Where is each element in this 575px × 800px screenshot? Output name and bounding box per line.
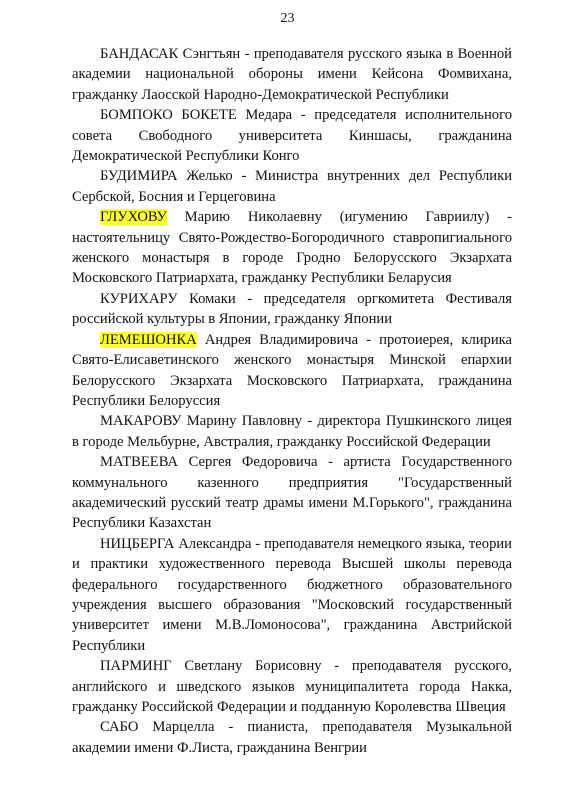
- highlighted-surname: ГЛУХОВУ: [100, 209, 167, 226]
- person-details: Светлану Борисовну - преподавателя русского, английского и шведского языков муниципалитета города Накка, гражданку Российской Федерации и подданную Королевства Швеция: [72, 658, 512, 715]
- person-details: Александра - преподавателя немецкого языка, теории и практики художественного перевода Высшей школы перевода федерального государственного бюджетного образовательного учреждения высшего образования "Московский государственный университет имени М.В.Ломоносова", гражданина Австрийской Республики: [72, 535, 512, 654]
- person-details: Марцелла - пианиста, преподавателя Музыкальной академии имени Ф.Листа, гражданина Венгрии: [72, 719, 512, 756]
- person-surname: НИЦБЕРГА: [100, 535, 175, 552]
- list-item: [72, 411, 512, 452]
- person-details: Андрея Владимировича - протоиерея, клирика Свято-Елисаветинского женского монастыря Минской епархии Белорусского Экзархата Московского Патриархата, гражданина Республики Белоруссия: [72, 331, 512, 409]
- award-list: [72, 44, 512, 758]
- person-surname: БАНДАСАК: [100, 46, 179, 62]
- person-surname: МАТВЕЕВА: [100, 454, 179, 471]
- person-details: Желько - Министра внутренних дел Республики Сербской, Босния и Герцеговина: [72, 168, 512, 205]
- person-surname: МАКАРОВУ: [100, 413, 182, 430]
- person-details: Медара - председателя исполнительного совета Свободного университета Киншасы, гражданина Демократической Республики Конго: [72, 107, 512, 165]
- highlighted-surname: ЛЕМЕШОНКА: [100, 331, 197, 348]
- list-item: [72, 166, 512, 207]
- person-surname: ПАРМИНГ: [100, 658, 172, 675]
- page-number: 23: [280, 11, 295, 26]
- person-details: Сергея Федоровича - артиста Государственного коммунального казенного предприятия "Государственный академический русский театр драмы имени М.Горького", гражданина Республики Казахстан: [72, 454, 512, 532]
- person-details: Комаки - председателя оргкомитета Фестиваля российской культуры в Японии, гражданку Японии: [72, 290, 512, 328]
- list-item: [72, 207, 512, 289]
- list-item: [72, 452, 512, 534]
- person-details: Марию Николаевну (игумению Гавриилу) - настоятельницу Свято-Рождество-Богородичного ставропигиального женского монастыря в городе Гродно Белорусского Экзархата Московского Патриархата, гражданку Республики Беларусия: [72, 209, 512, 287]
- list-item: [72, 44, 512, 105]
- list-item: [72, 105, 512, 166]
- list-item: [72, 534, 512, 656]
- person-details: Сэнгтьян - преподавателя русского языка в Военной академии национальной обороны имени Кейсона Фомвихана, гражданку Лаосской Народно-Демократической Республики: [72, 46, 512, 103]
- person-surname: КУРИХАРУ: [100, 290, 178, 307]
- list-item: [72, 656, 512, 717]
- list-item: [72, 330, 512, 412]
- list-item: [72, 717, 512, 758]
- person-surname: БУДИМИРА: [100, 168, 178, 185]
- person-surname: САБО: [100, 719, 139, 736]
- person-details: Марину Павловну - директора Пушкинского лицея в городе Мельбурне, Австралия, гражданку Российской Федерации: [72, 413, 512, 450]
- person-surname: БОМПОКО БОКЕТЕ: [100, 107, 237, 124]
- list-item: [72, 289, 512, 330]
